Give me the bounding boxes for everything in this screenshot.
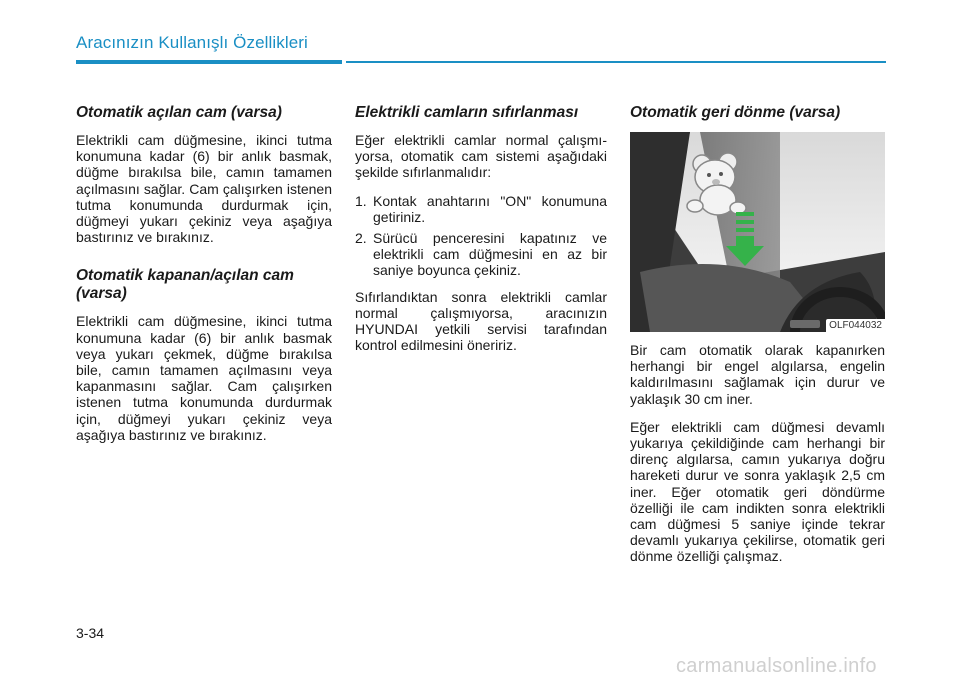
- car-window-illustration: [630, 132, 885, 332]
- section-body-auto-down: Elektrikli cam düğmesine, ikinci tutma konumuna kadar (6) bir anlık basmak, düğme bırakılsa bile, camın tamamen açılmasını sağlar. Cam çalışırken istenen tutma konumunda durdurmak için, düğmeyi yukarı çekiniz veya aşağıya bastırınız ve bırakınız.: [76, 132, 332, 246]
- figure-caption: OLF044032: [826, 319, 885, 332]
- section-heading-auto-up-down: Otomatik kapanan/açılan cam (varsa): [76, 267, 294, 303]
- step-text: Kontak anahtarını "ON" konumuna getiriniz.: [373, 192, 607, 225]
- section-heading-auto-reverse: Otomatik geri dönme (varsa): [630, 104, 841, 121]
- watermark: carmanualsonline.info: [676, 655, 877, 677]
- column-2: [355, 104, 607, 365]
- column-3: [630, 104, 885, 577]
- section-heading-reset: Elektrikli camların sıfırlanması: [355, 104, 579, 121]
- reset-intro: Eğer elektrikli camlar normal çalışmıyorsa, otomatik cam sistemi aşağıdaki şekilde sıfırlanmalıdır:: [355, 132, 607, 181]
- section-body-auto-up-down: Elektrikli cam düğmesine, ikinci tutma konumuna kadar (6) bir anlık basmak veya yukarı çekmek, düğme bırakılsa bile, camın tamamen açılmasını veya kapanmasını sağlar. Cam çalışırken istenen tutma konumunda durdurmak için, düğmeyi yukarı çekiniz veya aşağıya bastırınız ve bırakınız.: [76, 313, 332, 443]
- page-number: 3-34: [76, 625, 105, 641]
- auto-reverse-body-1: Bir cam otomatik olarak kapanırken herhangi bir engel algılarsa, engelin kaldırılmasını sağlamak için durur ve yaklaşık 30 cm iner.: [630, 342, 885, 407]
- auto-reverse-figure: [630, 132, 885, 332]
- header-rule-thin: [346, 61, 886, 63]
- reset-step: [355, 193, 607, 225]
- column-1: [76, 104, 332, 455]
- section-heading-auto-down: Otomatik açılan cam (varsa): [76, 104, 282, 121]
- step-text: Sürücü penceresini kapatınız ve elektrikli cam düğmesini en az bir saniye boyunca çekiniz.: [373, 230, 607, 279]
- auto-reverse-body-2: Eğer elektrikli cam düğmesi devamlı yukarıya çekildiğinde cam herhangi bir direnç algılarsa, camın yukarıya doğru hareketi durur ve sonra yaklaşık 2,5 cm iner. Eğer otomatik geri döndürme özelliği ile cam indikten sonra elektrikli cam düğmesi 5 saniye içinde tekrar devamlı yukarıya çekilirse, otomatik geri dönme özelliği çalışmaz.: [630, 418, 885, 565]
- reset-outro: Sıfırlandıktan sonra elektrikli camlar normal çalışmıyorsa, aracınızın HYUNDAI yetkili servisi tarafından kontrol edilmesini öneririz.: [355, 288, 607, 354]
- reset-step: [355, 230, 607, 279]
- step-number: 1.: [355, 192, 367, 209]
- header-rule-thick: [76, 60, 342, 64]
- header-title: Aracınızın Kullanışlı Özellikleri: [76, 33, 308, 52]
- step-number: 2.: [355, 230, 367, 247]
- reset-steps: [355, 193, 607, 279]
